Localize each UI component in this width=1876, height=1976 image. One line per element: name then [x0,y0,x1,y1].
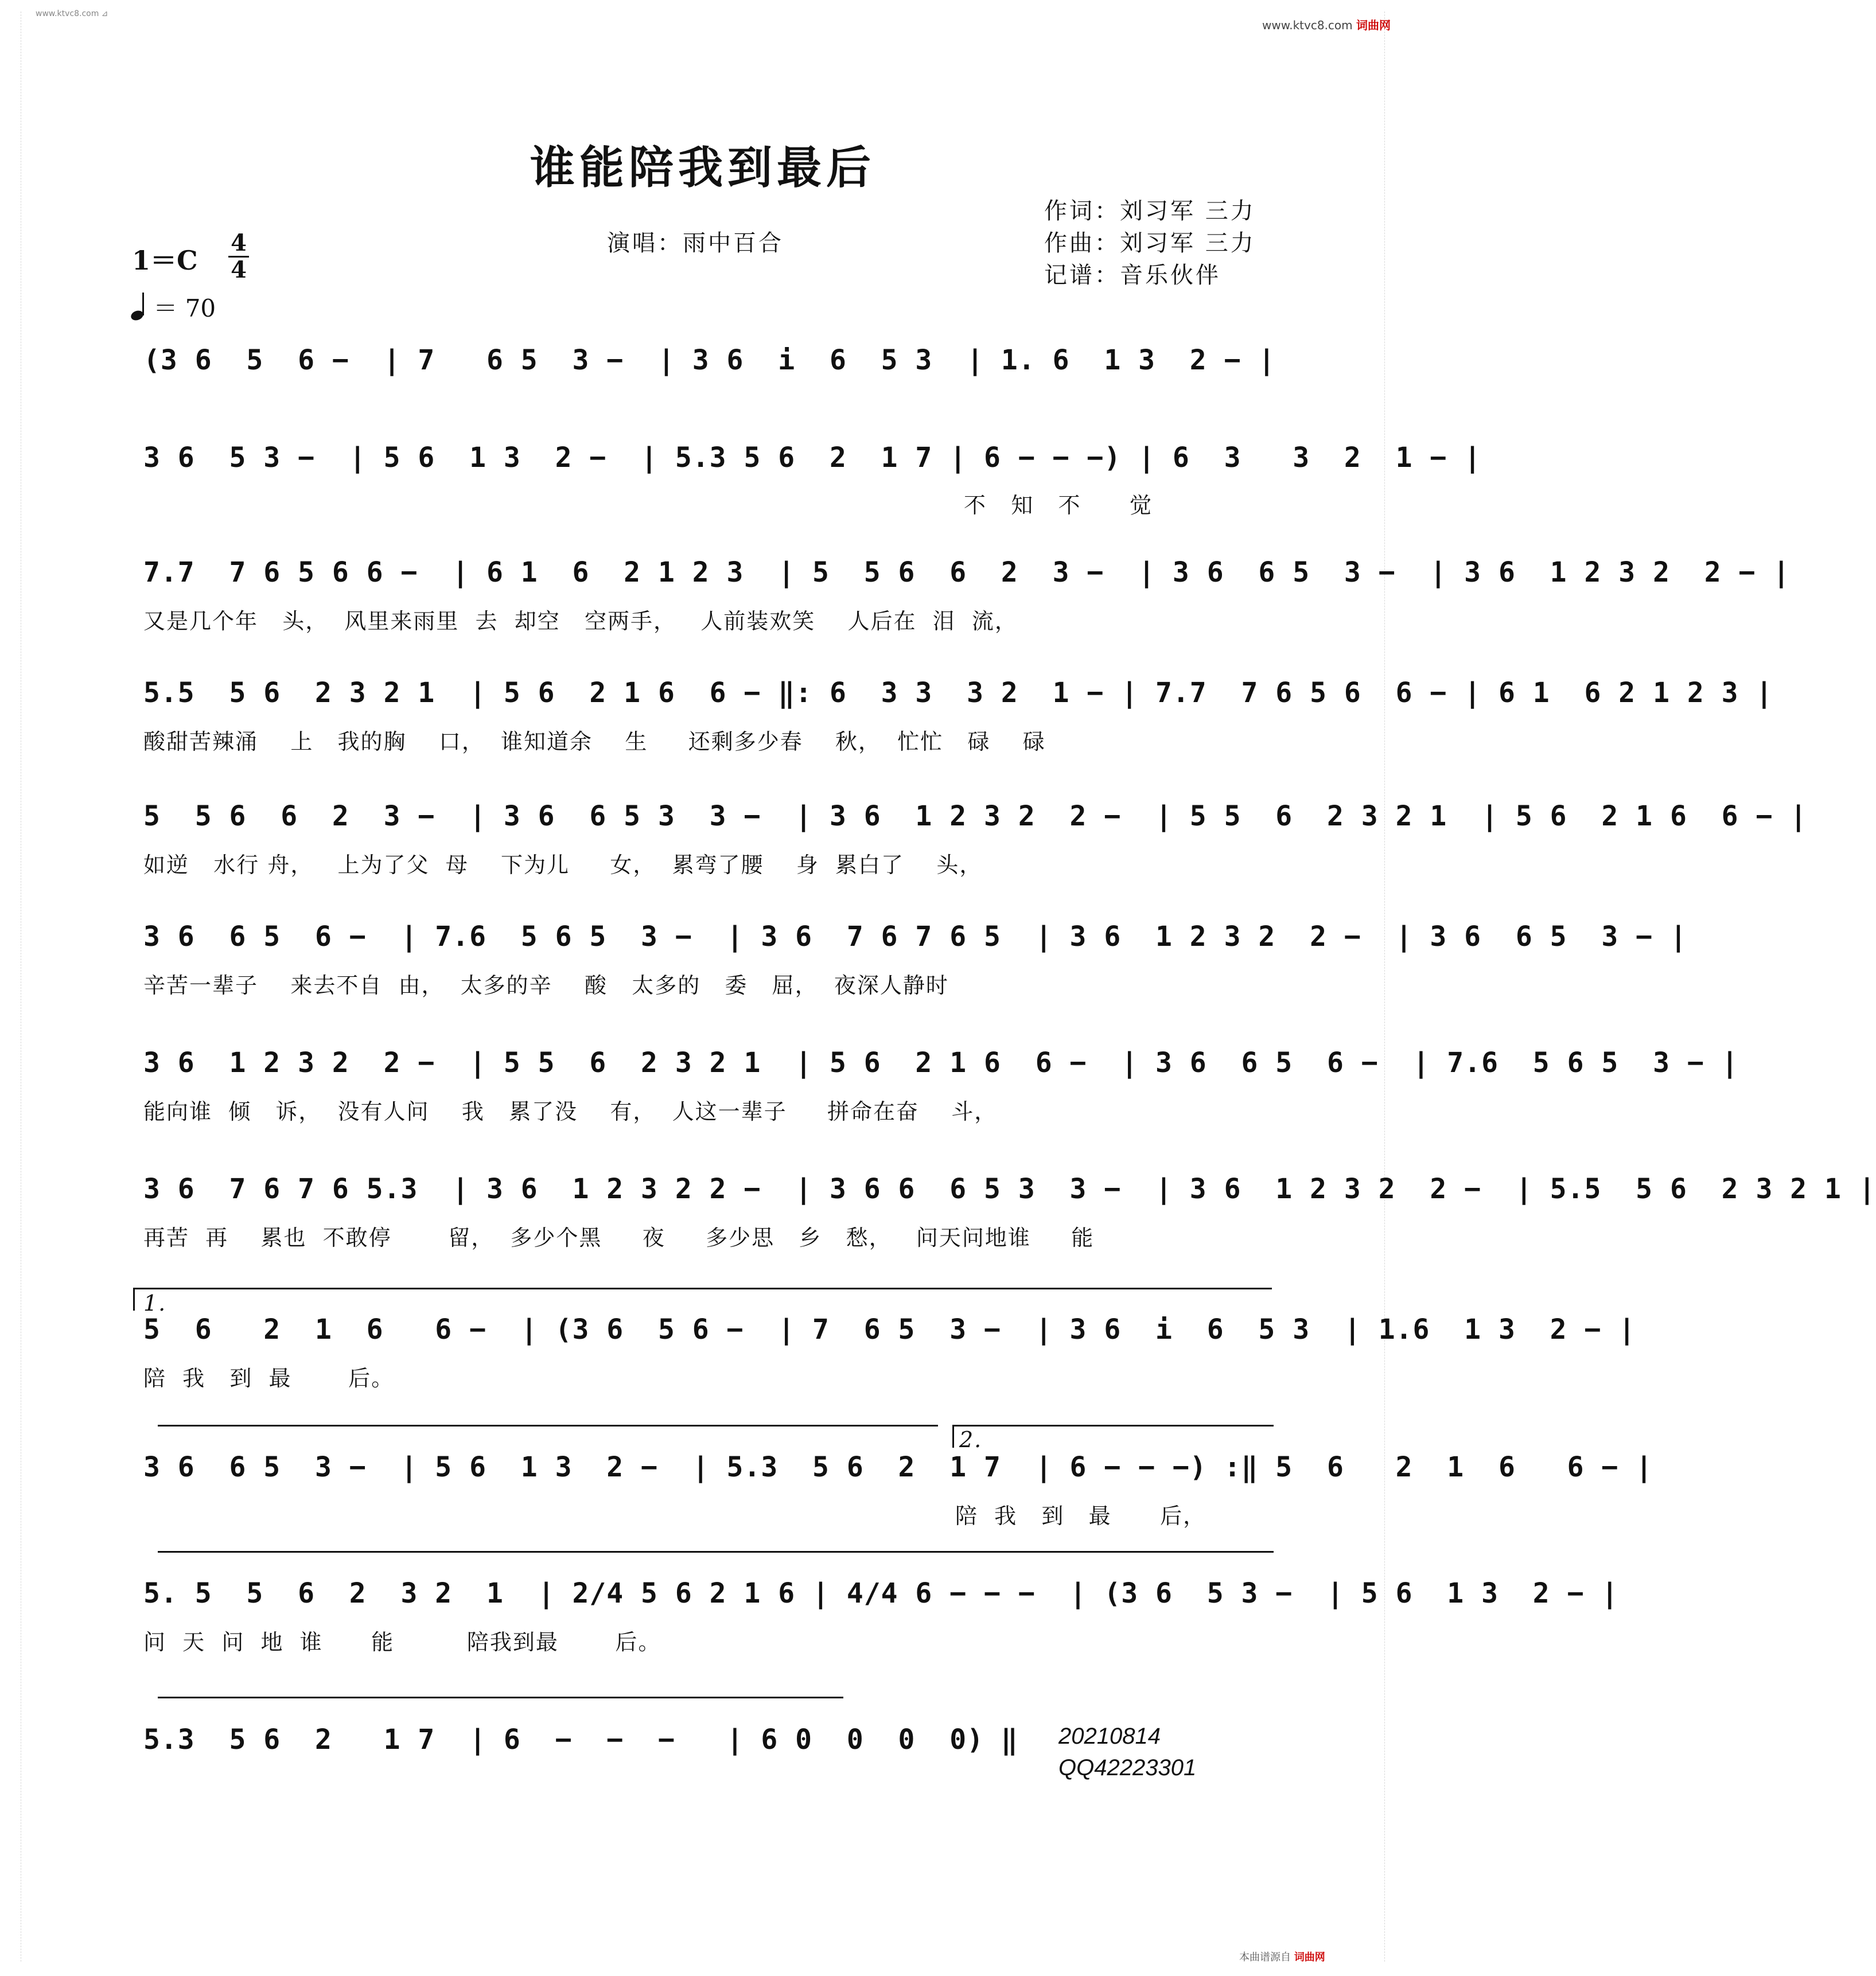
score-system-3: 7.7 7 6 5 6 6 − | 6 1 6 2 1 2 3 | 5 5 6 6 2 3 − | 3 6 6 5 3 − | 3 6 1 2 3 2 2 − | [143,556,1791,588]
top-left-mark: www.ktvc8.com ⊿ [36,9,108,18]
volta-2-label: 2. [959,1427,983,1452]
score-system-10: 3 6 6 5 3 − | 5 6 1 3 2 − | 5.3 5 6 2 1 7 | 6 − − −) :‖ 5 6 2 1 6 6 − | [143,1451,1653,1483]
score-system-7: 3 6 1 2 3 2 2 − | 5 5 6 2 3 2 1 | 5 6 2 1 6 6 − | 3 6 6 5 6 − | 7.6 5 6 5 3 − | [143,1047,1739,1079]
volta-2-continuation [158,1551,1274,1553]
song-title: 谁能陪我到最后 [530,142,875,194]
lyric-line-8: 再苦 再 累也 不敢停 留， 多少个黑 夜 多少思 乡 愁， 问天问地谁 能 [143,1225,1095,1250]
footer-source: 本曲谱源自 [1239,1951,1291,1963]
qq-note: QQ42223301 [1058,1755,1197,1780]
footer-site[interactable]: 词曲网 [1294,1951,1325,1963]
lyric-line-6: 辛苦一辈子 来去不自 由， 太多的辛 酸 太多的 委 屈， 夜深人静时 [143,973,949,998]
volta-2-hook [952,1425,954,1448]
volta-1-continuation [158,1425,938,1427]
score-system-11: 5. 5 5 6 2 3 2 1 | 2/4 5 6 2 1 6 | 4/4 6 − − − | (3 6 5 3 − | 5 6 1 3 2 − | [143,1577,1619,1609]
lyric-line-10: 陪 我 到 最 后， [955,1503,1206,1529]
score-system-8: 3 6 7 6 7 6 5.3 | 3 6 1 2 3 2 2 − | 3 6 6 6 5 3 3 − | 3 6 1 2 3 2 2 − | 5.5 5 6 2 3 2 1 | [143,1173,1876,1205]
site-name: 词曲网 [1356,18,1391,32]
score-system-6: 3 6 6 5 6 − | 7.6 5 6 5 3 − | 3 6 7 6 7 6 5 | 3 6 1 2 3 2 2 − | 3 6 6 5 3 − | [143,921,1687,953]
singer-credit: 演唱：雨中百合 [607,230,784,256]
quarter-note-icon [131,295,146,320]
lyricist-credit: 作词：刘习军 三力 [1044,198,1256,224]
lyric-line-7: 能向谁 倾 诉， 没有人问 我 累了没 有， 人这一辈子 拼命在奋 斗， [143,1099,998,1124]
score-system-5: 5 5 6 6 2 3 − | 3 6 6 5 3 3 − | 3 6 1 2 3 2 2 − | 5 5 6 2 3 2 1 | 5 6 2 1 6 6 − | [143,800,1808,832]
meter-top: 4 [231,229,247,256]
lyric-line-9: 陪 我 到 最 后。 [143,1366,395,1391]
volta-1-hook [133,1288,135,1311]
meter-bottom: 4 [228,256,249,283]
composer-credit: 作曲：刘习军 三力 [1044,230,1256,256]
lyric-line-5: 如逆 水行 舟， 上为了父 母 下为儿 女， 累弯了腰 身 累白了 头， [143,852,983,878]
score-system-12: 5.3 5 6 2 1 7 | 6 − − − | 6 0 0 0 0) ‖ [143,1724,1018,1756]
key-signature: 1＝C [132,245,198,276]
footer [1239,1949,1325,1964]
date-note: 20210814 [1058,1724,1161,1749]
score-system-9: 5 6 2 1 6 6 − | (3 6 5 6 − | 7 6 5 3 − | 3 6 i 6 5 3 | 1.6 1 3 2 − | [143,1314,1636,1346]
left-watermark-strip [5,11,21,1962]
lyric-line-2: 不 知 不 觉 [964,493,1153,518]
tempo-mark [131,290,216,324]
volta-1-label: 1. [143,1291,167,1316]
volta-2-bracket [952,1425,1274,1427]
lyric-line-11: 问 天 问 地 谁 能 陪我到最 后。 [143,1630,661,1655]
time-signature [228,231,249,283]
volta-1-bracket [133,1288,1272,1289]
site-header [1262,16,1391,33]
lyric-line-3: 又是几个年 头， 风里来雨里 去 却空 空两手， 人前装欢笑 人后在 泪 流， [143,609,1018,634]
score-system-4: 5.5 5 6 2 3 2 1 | 5 6 2 1 6 6 − ‖: 6 3 3 3 2 1 − | 7.7 7 6 5 6 6 − | 6 1 6 2 1 2 3 | [143,677,1773,709]
score-system-2: 3 6 5 3 − | 5 6 1 3 2 − | 5.3 5 6 2 1 7 | 6 − − −) | 6 3 3 2 1 − | [143,442,1482,474]
site-url[interactable]: www.ktvc8.com [1262,18,1353,32]
transcriber-credit: 记谱：音乐伙伴 [1044,262,1221,289]
right-watermark-strip [1384,11,1401,1962]
score-system-1: (3 6 5 6 − | 7 6 5 3 − | 3 6 i 6 5 3 | 1. 6 1 3 2 − | [143,344,1276,376]
lyric-line-4: 酸甜苦辣涌 上 我的胸 口， 谁知道余 生 还剩多少春 秋， 忙忙 碌 碌 [143,729,1046,754]
tempo-value: ＝ 70 [153,294,216,322]
volta-2-end [158,1697,843,1698]
